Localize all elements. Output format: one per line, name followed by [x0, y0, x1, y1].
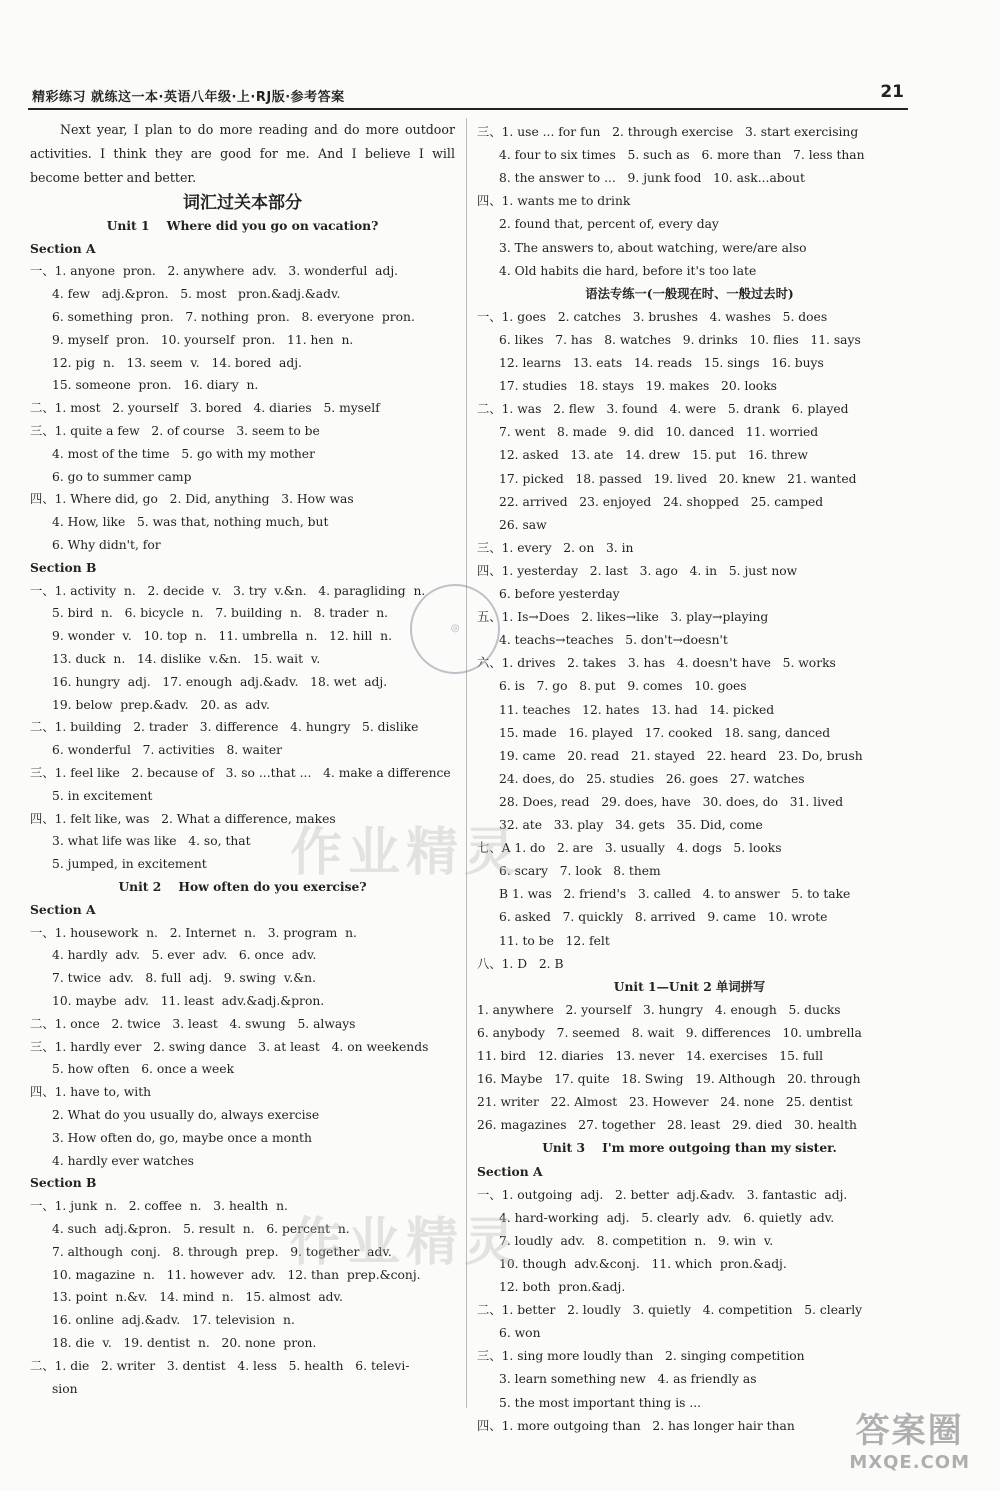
left-lines-26: 5. in excitement	[52, 788, 153, 803]
left-lines-40: 2. What do you usually do, always exercise	[52, 1108, 320, 1122]
right-lines-30: 32. ate 33. play 34. gets 35. Did, come	[499, 818, 763, 832]
left-lines-31: Section A	[30, 901, 96, 917]
right-lines-37: Unit 1—Unit 2 单词拼写	[613, 978, 766, 994]
left-lines-43: Section B	[30, 1175, 97, 1191]
left-lines-7: 12. pig n. 13. seem v. 14. bored adj.	[52, 355, 302, 370]
left-lines-19: 9. wonder v. 10. top n. 11. umbrella n. 12. hill n.	[52, 629, 392, 644]
site-logo	[849, 1403, 970, 1473]
left-lines-1: Unit 1 Where did you go on vacation?	[106, 217, 379, 233]
right-lines-19: 四、1. yesterday 2. last 3. ago 4. in 5. just now	[477, 563, 798, 578]
right-lines-51: 二、1. better 2. loudly 3. quietly 4. competition 5. clearly	[477, 1303, 863, 1318]
right-lines-50: 12. both pron.&adj.	[499, 1280, 626, 1294]
right-lines-53: 三、1. sing more loudly than 2. singing competition	[477, 1349, 805, 1364]
left-lines-35: 10. maybe adv. 11. least adv.&adj.&pron.	[52, 994, 325, 1008]
right-lines-25: 11. teaches 12. hates 13. had 14. picked	[499, 702, 775, 717]
left-lines-6: 9. myself pron. 10. yourself pron. 11. hen n.	[52, 332, 354, 347]
right-lines-7: 语法专练一(一般现在时、一般过去时)	[585, 285, 794, 301]
left-lines-37: 三、1. hardly ever 2. swing dance 3. at least 4. on weekends	[30, 1039, 429, 1054]
left-lines-52: sion	[52, 1381, 78, 1396]
right-lines-45: Section A	[477, 1163, 543, 1179]
right-lines-5: 3. The answers to, about watching, were/are also	[499, 240, 807, 255]
right-lines-52: 6. won	[499, 1326, 541, 1341]
right-lines-48: 7. loudly adv. 8. competition n. 9. win v.	[499, 1233, 774, 1248]
page-number: 21	[880, 82, 904, 102]
left-lines-34: 7. twice adv. 8. full adj. 9. swing v.&n.	[52, 971, 316, 986]
right-lines-26: 15. made 16. played 17. cooked 18. sang, danced	[499, 725, 831, 740]
right-lines-32: 6. scary 7. look 8. them	[499, 864, 661, 879]
left-lines-0: 词汇过关本部分	[183, 193, 302, 213]
left-lines-45: 4. such adj.&pron. 5. result n. 6. percent n.	[52, 1222, 350, 1236]
right-lines-47: 4. hard-working adj. 5. clearly adv. 6. quietly adv.	[499, 1210, 835, 1225]
left-lines-11: 4. most of the time 5. go with my mother	[52, 446, 315, 461]
left-lines-50: 18. die v. 19. dentist n. 20. none pron.	[52, 1336, 317, 1350]
left-lines-46: 7. although conj. 8. through prep. 9. together adv.	[52, 1244, 392, 1259]
left-lines-8: 15. someone pron. 16. diary n.	[52, 378, 259, 393]
right-lines-49: 10. though adv.&conj. 11. which pron.&adj.	[499, 1256, 787, 1271]
right-lines-8: 一、1. goes 2. catches 3. brushes 4. washes 5. does	[477, 309, 828, 324]
left-lines-28: 3. what life was like 4. so, that	[52, 834, 251, 849]
left-lines-16: Section B	[30, 559, 97, 575]
left-lines-25: 三、1. feel like 2. because of 3. so ...that ... 4. make a difference	[30, 766, 451, 780]
right-lines-20: 6. before yesterday	[499, 587, 620, 601]
left-lines-20: 13. duck n. 14. dislike v.&n. 15. wait v.	[52, 652, 321, 666]
right-lines-9: 6. likes 7. has 8. watches 9. drinks 10. flies 11. says	[499, 332, 861, 347]
left-lines-13: 四、1. Where did, go 2. Did, anything 3. How was	[30, 492, 354, 507]
left-lines-2: Section A	[30, 240, 96, 256]
right-lines-10: 12. learns 13. eats 14. reads 15. sings 16. buys	[499, 356, 824, 370]
left-lines-48: 13. point n.&v. 14. mind n. 15. almost adv.	[52, 1290, 343, 1305]
left-lines-38: 5. how often 6. once a week	[52, 1062, 235, 1077]
right-lines-33: B 1. was 2. friend's 3. called 4. to answer 5. to take	[499, 887, 851, 902]
right-lines-39: 6. anybody 7. seemed 8. wait 9. differences 10. umbrella	[477, 1025, 862, 1040]
left-lines-42: 4. hardly ever watches	[52, 1153, 194, 1168]
left-lines-36: 二、1. once 2. twice 3. least 4. swung 5. always	[30, 1016, 356, 1031]
right-lines-38: 1. anywhere 2. yourself 3. hungry 4. enough 5. ducks	[477, 1002, 841, 1017]
right-lines-6: 4. Old habits die hard, before it's too late	[499, 263, 757, 278]
right-lines-16: 22. arrived 23. enjoyed 24. shopped 25. camped	[499, 494, 824, 509]
right-lines-1: 4. four to six times 5. such as 6. more than 7. less than	[499, 148, 865, 163]
right-lines-2: 8. the answer to ... 9. junk food 10. ask...about	[499, 171, 805, 186]
right-lines-22: 4. teachs→teaches 5. don't→doesn't	[499, 633, 728, 648]
right-lines-0: 三、1. use ... for fun 2. through exercise 3. start exercising	[477, 125, 859, 139]
right-lines-13: 7. went 8. made 9. did 10. danced 11. worried	[499, 425, 819, 440]
left-lines-15: 6. Why didn't, for	[52, 538, 161, 552]
left-lines-49: 16. online adj.&adv. 17. television n.	[52, 1313, 295, 1328]
right-lines-11: 17. studies 18. stays 19. makes 20. looks	[499, 379, 777, 394]
left-lines-39: 四、1. have to, with	[30, 1085, 152, 1100]
right-lines-35: 11. to be 12. felt	[499, 933, 610, 948]
right-lines-17: 26. saw	[499, 517, 547, 532]
left-lines-5: 6. something pron. 7. nothing pron. 8. everyone pron.	[52, 310, 415, 324]
right-lines-28: 24. does, do 25. studies 26. goes 27. watches	[499, 771, 805, 786]
logo-text: 答案圈	[855, 1411, 964, 1451]
left-lines-47: 10. magazine n. 11. however adv. 12. than prep.&conj.	[52, 1267, 421, 1282]
intro-paragraph: Next year, I plan to do more reading and do more outdoor activities. I think they are good for me. And I believe I will become better and better.	[30, 122, 455, 185]
left-lines-29: 5. jumped, in excitement	[52, 857, 207, 872]
right-lines-29: 28. Does, read 29. does, have 30. does, do 31. lived	[499, 794, 844, 809]
left-lines-3: 一、1. anyone pron. 2. anywhere adv. 3. wonderful adj.	[30, 264, 399, 279]
left-lines-24: 6. wonderful 7. activities 8. waiter	[52, 743, 282, 758]
right-lines-24: 6. is 7. go 8. put 9. comes 10. goes	[499, 679, 747, 694]
right-lines-31: 七、A 1. do 2. are 3. usually 4. dogs 5. looks	[477, 841, 782, 856]
left-lines-21: 16. hungry adj. 17. enough adj.&adv. 18. wet adj.	[52, 674, 388, 689]
left-lines-22: 19. below prep.&adv. 20. as adv.	[52, 697, 270, 712]
right-lines-18: 三、1. every 2. on 3. in	[477, 540, 634, 555]
left-lines-14: 4. How, like 5. was that, nothing much, but	[52, 515, 329, 530]
left-lines-12: 6. go to summer camp	[52, 469, 192, 484]
left-lines-33: 4. hardly adv. 5. ever adv. 6. once adv.	[52, 948, 317, 963]
left-lines-9: 二、1. most 2. yourself 3. bored 4. diaries 5. myself	[30, 401, 380, 416]
right-lines-55: 5. the most important thing is ...	[499, 1395, 702, 1410]
left-lines-41: 3. How often do, go, maybe once a month	[52, 1130, 312, 1145]
page-header	[28, 80, 908, 110]
left-lines-17: 一、1. activity n. 2. decide v. 3. try v.&n. 4. paragliding n.	[30, 583, 426, 598]
left-lines-18: 5. bird n. 6. bicycle n. 7. building n. 8. trader n.	[52, 606, 389, 621]
right-lines-56: 四、1. more outgoing than 2. has longer hair than	[477, 1418, 795, 1433]
left-lines-44: 一、1. junk n. 2. coffee n. 3. health n.	[30, 1199, 288, 1214]
right-lines-46: 一、1. outgoing adj. 2. better adj.&adv. 3. fantastic adj.	[477, 1187, 848, 1202]
right-lines-44: Unit 3 I'm more outgoing than my sister.	[542, 1140, 837, 1156]
right-lines-36: 八、1. D 2. B	[477, 956, 564, 971]
left-lines-4: 4. few adj.&pron. 5. most pron.&adj.&adv.	[52, 287, 341, 302]
left-lines-10: 三、1. quite a few 2. of course 3. seem to be	[30, 424, 320, 438]
header-title: 精彩练习 就练这一本·英语八年级·上·RJ版·参考答案	[32, 90, 345, 105]
right-lines-27: 19. came 20. read 21. stayed 22. heard 23. Do, brush	[499, 748, 863, 763]
right-lines-41: 16. Maybe 17. quite 18. Swing 19. Although 20. through	[477, 1072, 861, 1087]
watermark-1: 作业精灵	[290, 823, 523, 883]
left-lines-23: 二、1. building 2. trader 3. difference 4. hungry 5. dislike	[30, 720, 419, 735]
left-lines-27: 四、1. felt like, was 2. What a difference, makes	[30, 811, 336, 826]
seal-stamp: ◎	[398, 572, 511, 685]
right-lines-21: 五、1. Is→Does 2. likes→like 3. play→playing	[477, 610, 769, 625]
left-lines-32: 一、1. housework n. 2. Internet n. 3. program n.	[30, 925, 357, 940]
right-lines-12: 二、1. was 2. flew 3. found 4. were 5. drank 6. played	[477, 402, 849, 417]
right-lines-34: 6. asked 7. quickly 8. arrived 9. came 10. wrote	[499, 910, 828, 925]
right-lines-42: 21. writer 22. Almost 23. However 24. none 25. dentist	[477, 1095, 853, 1110]
right-lines-4: 2. found that, percent of, every day	[499, 217, 719, 232]
right-lines-40: 11. bird 12. diaries 13. never 14. exercises 15. full	[477, 1049, 824, 1063]
watermark-2: 作业精灵	[290, 1213, 523, 1273]
logo-url: MXQE.COM	[849, 1452, 970, 1473]
right-lines-23: 六、1. drives 2. takes 3. has 4. doesn't have 5. works	[477, 656, 836, 671]
right-lines-54: 3. learn something new 4. as friendly as	[499, 1372, 757, 1387]
right-lines-3: 四、1. wants me to drink	[477, 194, 631, 209]
left-lines-51: 二、1. die 2. writer 3. dentist 4. less 5. health 6. televi-	[30, 1358, 410, 1373]
right-lines-14: 12. asked 13. ate 14. drew 15. put 16. threw	[499, 448, 808, 463]
left-lines-30: Unit 2 How often do you exercise?	[118, 879, 367, 894]
right-lines-15: 17. picked 18. passed 19. lived 20. knew 21. wanted	[499, 471, 857, 486]
right-lines-43: 26. magazines 27. together 28. least 29. died 30. health	[477, 1118, 857, 1133]
